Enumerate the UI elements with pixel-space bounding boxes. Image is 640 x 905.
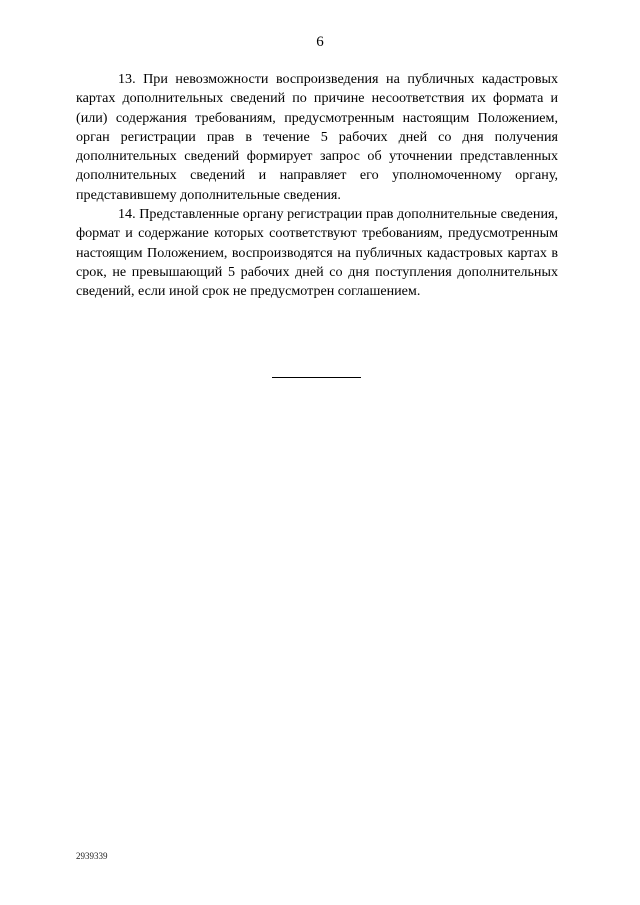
document-code: 2939339 xyxy=(76,851,108,861)
end-separator-line xyxy=(272,377,361,378)
paragraph-13: 13. При невозможности воспроизведения на публичных кадастровых картах дополнительных сведений по причине несоответствия их формата и (или) содержания требованиям, предусмотренным настоящим Положением, орган регистрации прав в течение 5 рабочих дней со дня получения дополнительных сведений формирует запрос об уточнении представленных дополнительных сведений и направляет его уполномоченному органу, представившему дополнительные сведения. xyxy=(76,71,558,203)
document-body xyxy=(76,70,558,302)
page-number: 6 xyxy=(316,34,324,50)
paragraph-14: 14. Представленные органу регистрации прав дополнительные сведения, формат и содержание которых соответствуют требованиям, предусмотренным настоящим Положением, воспроизводятся на публичных кадастровых картах в срок, не превышающий 5 рабочих дней со дня поступления дополнительных сведений, если иной срок не предусмотрен соглашением. xyxy=(76,206,558,300)
